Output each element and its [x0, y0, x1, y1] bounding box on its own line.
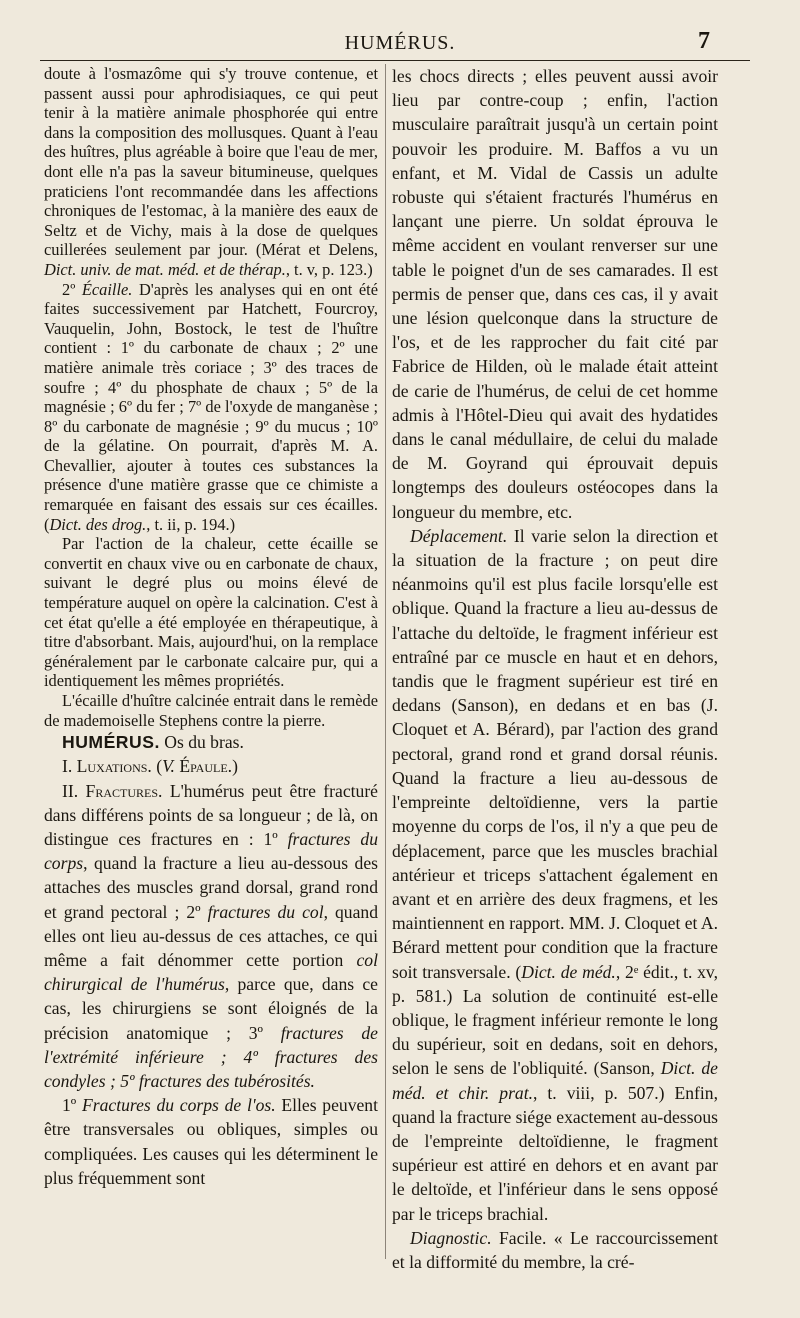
paragraph-text: doute à l'osmazôme qui s'y trouve contenue, et passent aussi pour aphrodisiaques, ce qui peut tenir à la matière animale phosphorée qui entre dans la composition des mollusques. Quant à l'eau des huîtres, plus agréable à boire que l'eau de mer, dont elle n'a pas la saveur bitumineuse, quelques praticiens l'ont recommandée dans les affections chroniques de l'estomac, à la manière des eaux de Seltz et de Vichy, mais à la dose de quelques cuillerées seulement par jour. (Mérat et Delens,: [44, 64, 378, 260]
paragraph-text: D'après les analyses qui en ont été faites successivement par Hatchett, Fourcroy, Vauquelin, John, Bostock, le test de l'huître contient : 1º du carbonate de chaux ; 2º une matière animale très coriace ; 3º des traces de soufre ; 4º du phosphate de chaux ; 5º de la magnésie ; 6º du fer ; 7º de l'oxyde de manganèse ; 8º du carbonate de magnésie ; 9º du mucus ; 10º de la gélatine. On pourrait, d'après M. A. Chevallier, ajouter à toutes ces substances la présence d'une matière grasse que ce chimiste a remarquée en faisant des essais sur ces écailles. (: [44, 279, 378, 534]
ref-open: (: [151, 756, 163, 777]
paragraph-shell: [44, 280, 378, 535]
paragraph-text: , parce que, dans ce cas, les chirurgiens se sont éloignés de la précision anatomique ; 3º: [44, 974, 378, 1043]
paragraph-oyster-water: [44, 64, 378, 280]
ref-see: V.: [162, 756, 175, 777]
paragraph-text: , quand la fracture a lieu au-dessous des attaches des muscles grand dorsal, grand rond et grand pectoral ; 2º: [44, 853, 378, 922]
item-number: 2º: [62, 279, 82, 299]
citation: Dict. des drog.: [49, 514, 147, 534]
paragraph-text: , 2ᵉ édit., t. xv, p. 581.) La solution de continuité est-elle oblique, le fragment inférieur remonte le long du supérieur, soit en dedans, soit en dehors, selon le sens de l'obliquité. (Sanson,: [392, 961, 718, 1079]
paragraph-text: Il varie selon la direction et la situation de la fracture ; on peut dire néanmoins qu'il est plus facile lorsqu'elle est oblique. Quand la fracture a lieu au-dessus de l'attache du deltoïde, le fragment inférieur est entraîné par ce muscle en haut et en dehors, tandis que le fragment supérieur est tiré en dedans (Sanson), en dedans et en bas (J. Cloquet et A. Bérard), par l'action des grand pectoral, grand rond et grand dorsal réunis. Quand la fracture a lieu au-dessous de l'empreinte deltoïdienne, vers la partie moyenne du corps de l'os, il n'y a que peu de déplacement, parce que les muscles brachial antérieur et triceps s'attachent également en avant et en arrière des deux fragmens, et les maintiennent en rapport. MM. J. Cloquet et A. Bérard mettent pour condition que la fracture soit transversale. (: [392, 525, 718, 982]
paragraph-displacement: [392, 524, 718, 1226]
paragraph-body-fractures: [44, 1093, 378, 1190]
subsection-title: Déplacement.: [410, 525, 508, 546]
paragraph-text: Facile. « Le raccourcissement et la difformité du membre, la cré-: [392, 1227, 718, 1272]
entry-title: HUMÉRUS.: [62, 732, 160, 753]
entry-subtitle: Os du bras.: [159, 732, 244, 753]
header-rule: [40, 60, 750, 61]
subsection-title: Fractures du corps de l'os.: [82, 1095, 276, 1116]
paragraph-text: , quand elles ont lieu au-dessus de ces attaches, ce qui même a fait dénommer cette portion: [44, 901, 378, 971]
paragraph-text: L'humérus peut être fracturé dans différens points de sa longueur ; de là, on distingue ces fractures en : 1º: [44, 780, 378, 849]
humerus-entry: [44, 730, 378, 1190]
ref-target: Épaule.: [174, 756, 233, 777]
entry-heading: [44, 730, 378, 754]
paragraph-causes: les chocs directs ; elles peuvent aussi avoir lieu par contre-coup ; enfin, l'action musculaire paraîtrait jusqu'à un certain point pouvoir les produire. M. Baffos a vu un enfant, et M. Vidal de Cassis un adulte robuste qui s'étaient fracturés l'humérus en lançant une pierre. Un soldat éprouva le même accident en voulant renverser sur une table le poignet d'un de ses camarades. Il est permis de penser que, dans ces cas, il y avait une lésion quelconque dans la structure de l'os, et de les rapprocher du fait cité par Fabrice de Hilden, où le malade était atteint de carie de l'humérus, de celui de cet homme admis à l'Hôtel-Dieu qui avait des hydatides dans le canal médullaire, de celui du malade de M. Goyrand qui éprouvait depuis longtemps des douleurs ostéocopes dans la longueur du membre, etc.: [392, 66, 718, 522]
paragraph-text: , t. viii, p. 507.) Enfin, quand la fracture siége exactement au-dessous de l'empreinte deltoïdienne, le fragment supérieur est attiré en dehors et en avant par le deltoïde, et l'inférieur dans le sens opposé par le triceps brachial.: [392, 1082, 718, 1224]
page-header: [0, 28, 800, 58]
citation: Dict. de méd.: [521, 961, 616, 982]
running-head: HUMÉRUS.: [344, 32, 456, 54]
term: col chirurgical de l'humérus: [44, 950, 378, 995]
left-column: [44, 64, 378, 1190]
paragraph-stephens: L'écaille d'huître calcinée entrait dans le remède de mademoiselle Stephens contre la pierre.: [44, 691, 378, 730]
ref-close: ): [232, 756, 238, 777]
page-number: 7: [698, 28, 710, 54]
paragraph-heat: Par l'action de la chaleur, cette écaille se convertit en chaux vive ou en carbonate de chaux, suivant le degré plus ou moins élevé de température auquel on opère la calcination. C'est à cet état qu'elle a été employée en thérapeutique, à titre d'absorbant. Mais, aujourd'hui, on la remplace généralement par le carbonate calcaire pur, qui a identiquement les mêmes propriétés.: [44, 534, 378, 691]
luxations-label: I. Luxations.: [62, 756, 152, 777]
citation-page: , t. v, p. 123.): [285, 259, 373, 279]
citation-page: , t. ii, p. 194.): [146, 514, 236, 534]
term: fractures du col: [207, 901, 324, 922]
paragraph-fractures: [44, 779, 378, 1094]
item-number: 1º: [62, 1095, 82, 1116]
subsection-title: Diagnostic.: [410, 1227, 492, 1248]
term: fractures du corps: [44, 829, 378, 874]
subsection-title: Écaille.: [81, 279, 133, 299]
luxations-line: [44, 754, 378, 778]
paragraph-text: Elles peuvent être transversales ou obliques, simples ou compliquées. Les causes qui les déterminent le plus fréquemment sont: [44, 1095, 378, 1188]
citation: Dict. univ. de mat. méd. et de thérap.: [44, 259, 286, 279]
term: fractures de l'extrémité inférieure ; 4º fractures des condyles ; 5º fractures des tubérosités.: [44, 1022, 378, 1092]
paragraph-diagnostic: [392, 1226, 718, 1274]
column-divider: [385, 64, 386, 1259]
fractures-label: II. Fractures.: [62, 780, 163, 801]
citation: Dict. de méd. et chir. prat.: [392, 1058, 718, 1103]
right-column: [392, 64, 718, 1274]
